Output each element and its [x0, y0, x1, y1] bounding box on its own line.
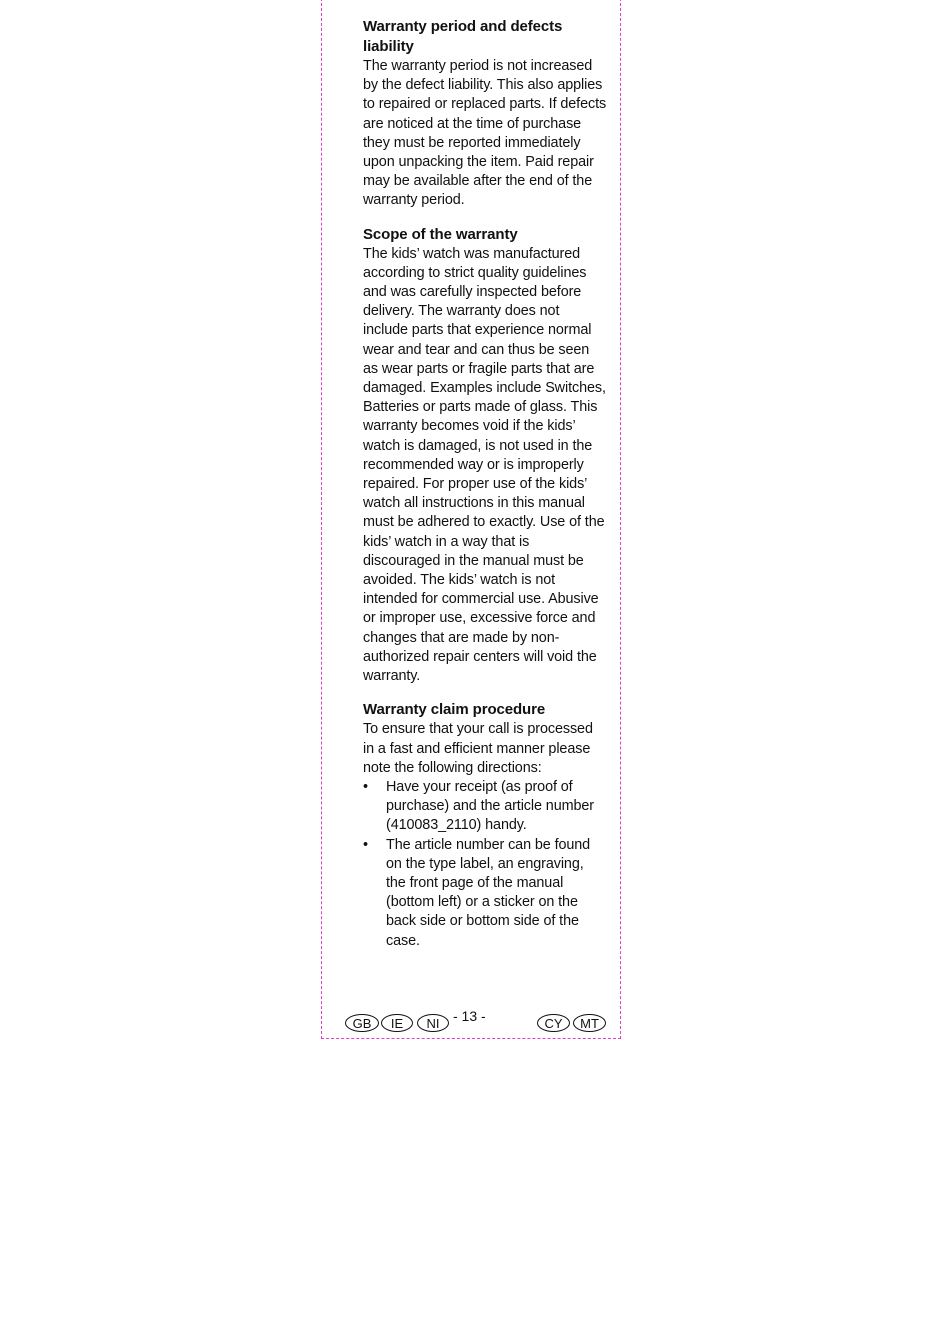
section-paragraph: The kids’ watch was manufactured according to strict quality guidelines and was carefully inspected before delivery. The warranty does not include parts that experience normal wear and tear and can thus be seen as wear parts or fragile parts that are damaged. Examples include Switches, Batteries or parts made of glass. This warranty becomes void if the kids’ watch is damaged, is not used in the recommended way or is improperly repaired. For proper use of the kids’ watch all instructions in this manual must be adhered to exactly. Use of the kids’ watch in a way that is discouraged in the manual must be avoided. The kids’ watch is not intended for commercial use. Abusive or improper use, excessive force and changes that are made by non-authorized repair centers will void the warranty.: [363, 245, 606, 685]
country-badge-gb: GB: [345, 1014, 379, 1032]
country-badge-ni: NI: [417, 1014, 449, 1032]
country-badge-mt: MT: [573, 1014, 606, 1032]
section-heading: Warranty claim procedure: [363, 701, 546, 719]
section-paragraph: To ensure that your call is processed in a fast and efficient manner please note the following directions:: [363, 721, 593, 776]
section-heading: Warranty period and defects liability: [363, 18, 563, 55]
page-number: - 13 -: [453, 1008, 486, 1024]
list-item-text: The article number can be found on the type label, an engraving, the front page of the manual (bottom left) or a sticker on the back side or bottom side of the case.: [386, 836, 591, 949]
bullet-list: [363, 778, 607, 951]
page-footer: [321, 1006, 621, 1038]
country-badge-cy: CY: [537, 1014, 570, 1032]
document-content: [363, 17, 607, 965]
country-badge-ie: IE: [381, 1014, 413, 1032]
section-scope-of-warranty: [363, 225, 607, 687]
list-item: [363, 836, 607, 951]
list-item: [363, 778, 607, 836]
section-paragraph: The warranty period is not increased by the defect liability. This also applies to repaired or replaced parts. If defects are noticed at the time of purchase they must be reported immediately upon unpacking the item. Paid repair may be available after the end of the warranty period.: [363, 58, 607, 209]
list-item-text: Have your receipt (as proof of purchase) and the article number (410083_2110) handy.: [386, 778, 594, 834]
bullet-icon: •: [363, 836, 368, 853]
section-heading: Scope of the warranty: [363, 225, 518, 243]
bullet-icon: •: [363, 778, 368, 795]
section-warranty-period: [363, 17, 607, 211]
section-claim-procedure: [363, 700, 607, 950]
